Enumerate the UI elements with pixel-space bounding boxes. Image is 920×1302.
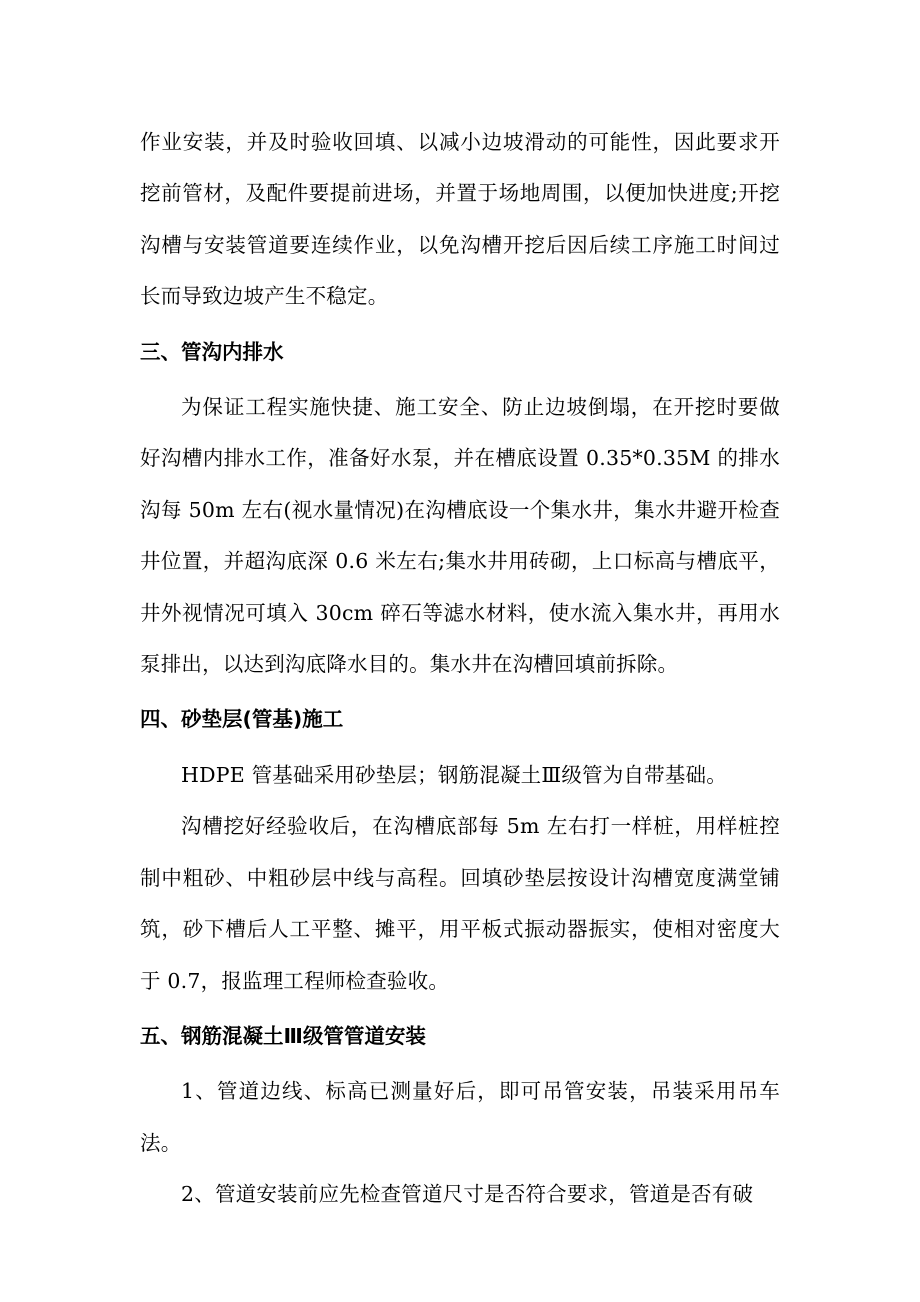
section-heading-pipe-installation: 五、钢筋混凝土Ⅲ级管管道安装	[140, 1023, 426, 1048]
paragraph-intro: 作业安装，并及时验收回填、以减小边坡滑动的可能性，因此要求开挖前管材，及配件要提前进场，并置于场地周围，以便加快进度;开挖沟槽与安装管道要连续作业，以免沟槽开挖后因后续工序施工时间过长而导致边坡产生不稳定。	[140, 130, 780, 309]
paragraph-pipe-installation-1: 1、管道边线、标高已测量好后，即可吊管安装，吊装采用吊车法。	[140, 1079, 780, 1155]
section-heading-drainage: 三、管沟内排水	[140, 339, 284, 364]
paragraph-sand-cushion-b: 沟槽挖好经验收后，在沟槽底部每 5m 左右打一样桩，用样桩控制中粗砂、中粗砂层中线与高程。回填砂垫层按设计沟槽宽度满堂铺筑，砂下槽后人工平整、摊平，用平板式振动器振实，使相对密度大于 0.7，报监理工程师检查验收。	[140, 814, 780, 993]
section-heading-sand-cushion: 四、砂垫层(管基)施工	[140, 707, 344, 732]
document-body	[140, 117, 780, 1221]
paragraph-sand-cushion-a: HDPE 管基础采用砂垫层；钢筋混凝土Ⅲ级管为自带基础。	[181, 762, 727, 787]
paragraph-pipe-installation-2: 2、管道安装前应先检查管道尺寸是否符合要求，管道是否有破	[181, 1182, 754, 1207]
paragraph-drainage: 为保证工程实施快捷、施工安全、防止边坡倒塌，在开挖时要做好沟槽内排水工作，准备好水泵，并在槽底设置 0.35*0.35M 的排水沟每 50m 左右(视水量情况)在沟槽底设一个集水井，集水井避开检查井位置，并超沟底深 0.6 米左右;集水井用砖砌，上口标高与槽底平，井外视情况可填入 30cm 碎石等滤水材料，使水流入集水井，再用水泵排出，以达到沟底降水目的。集水井在沟槽回填前拆除。	[140, 395, 780, 677]
